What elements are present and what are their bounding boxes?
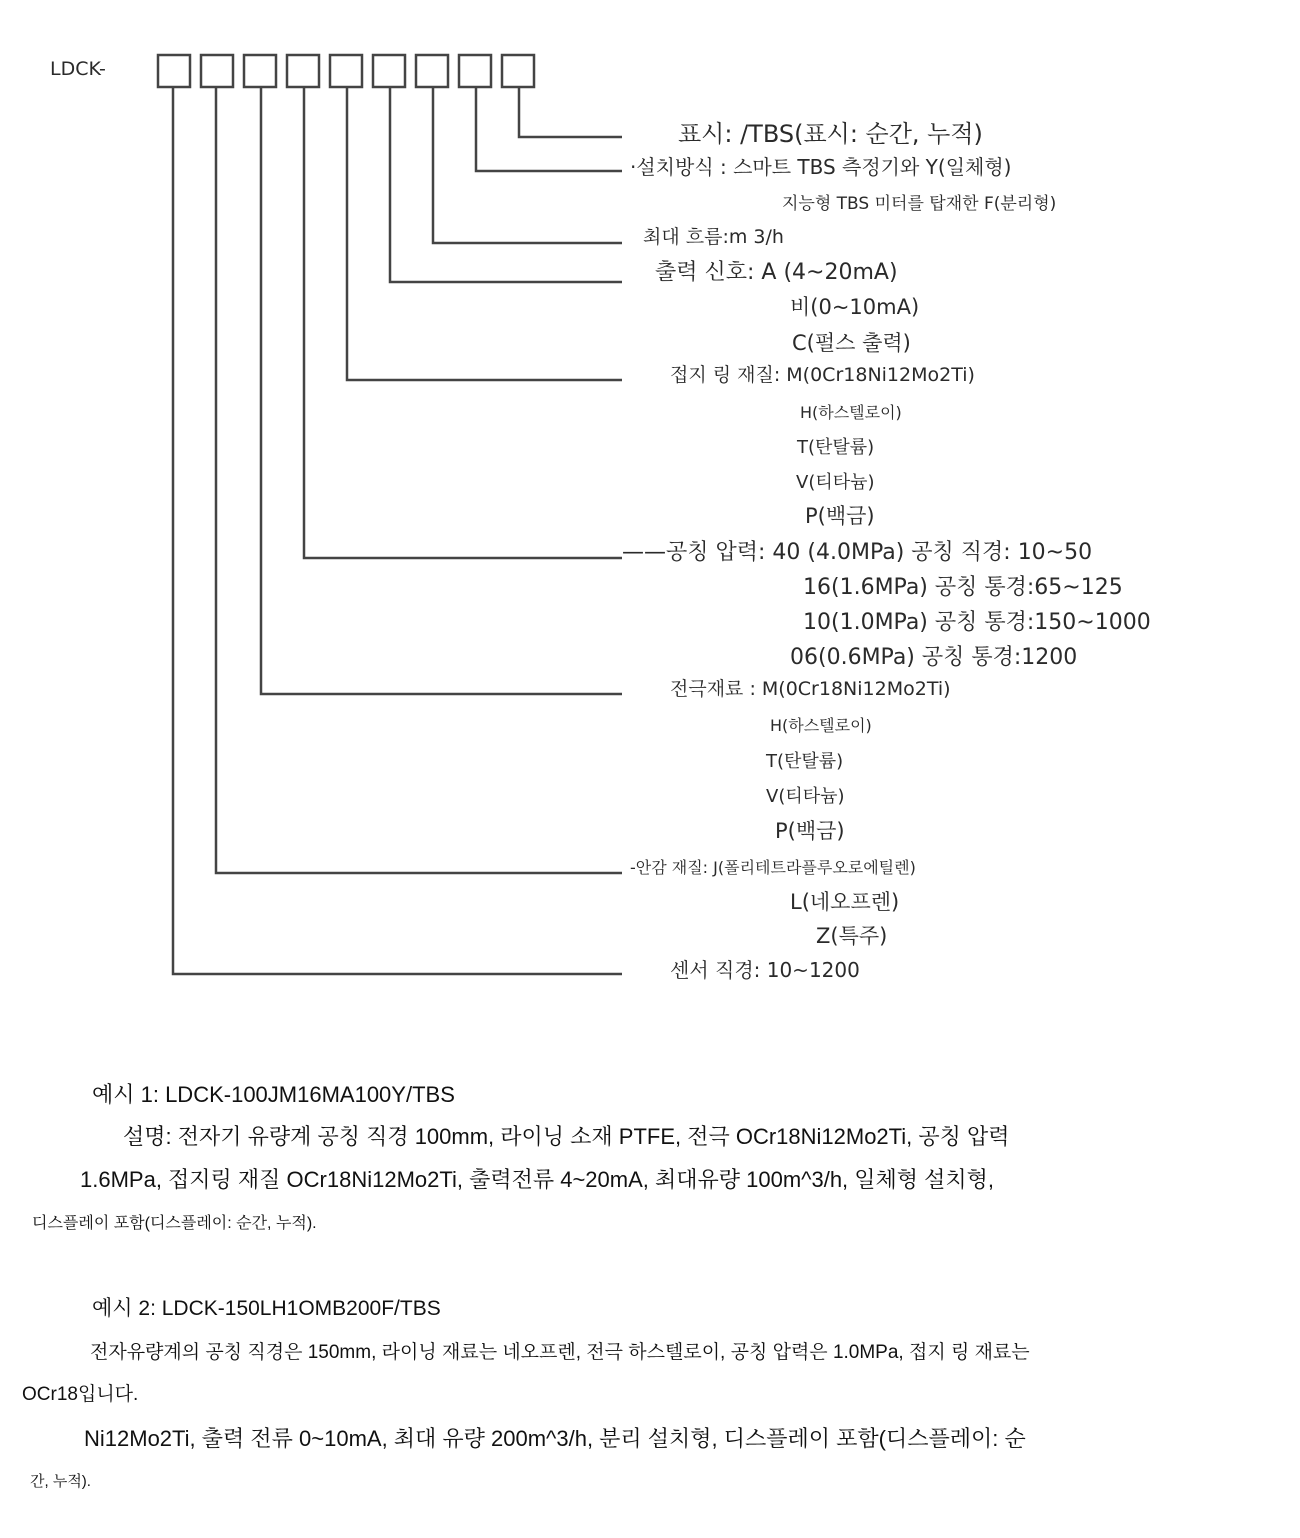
leader-ground-ring xyxy=(347,87,622,380)
code-box-9 xyxy=(502,55,534,87)
label-pressure-3: 10(1.0MPa) 공칭 통경:150~1000 xyxy=(803,610,1151,635)
label-install-2: 지능형 TBS 미터를 탑재한 F(분리형) xyxy=(782,194,1057,214)
example-1-line-2: 1.6MPa, 접지링 재질 OCr18Ni12Mo2Ti, 출력전류 4~20mA, 최대유량 100m^3/h, 일체형 설치형, xyxy=(80,1167,995,1192)
example-2-line-3: Ni12Mo2Ti, 출력 전류 0~10mA, 최대 유량 200m^3/h, 분리 설치형, 디스플레이 포함(디스플레이: 순 xyxy=(84,1426,1026,1451)
label-lining-1: -안감 재질: J(폴리테트라플루오로에틸렌) xyxy=(630,858,916,877)
example-1-line-1: 설명: 전자기 유량계 공칭 직경 100mm, 라이닝 소재 PTFE, 전극 OCr18Ni12Mo2Ti, 공칭 압력 xyxy=(123,1124,1010,1149)
leader-pressure xyxy=(304,87,622,558)
leader-output xyxy=(390,87,622,282)
label-electrode-1: 전극재료 : M(0Cr18Ni12Mo2Ti) xyxy=(670,678,951,700)
code-box-2 xyxy=(201,55,233,87)
label-install-1: ·설치방식 : 스마트 TBS 측정기와 Y(일체형) xyxy=(630,155,1012,179)
label-electrode-2: H(하스텔로이) xyxy=(770,716,872,735)
leader-display xyxy=(519,87,622,137)
example-2-line-4: 간, 누적). xyxy=(30,1473,91,1490)
label-ground-4: V(티타늄) xyxy=(796,472,875,493)
label-pressure-2: 16(1.6MPa) 공칭 통경:65~125 xyxy=(803,575,1123,600)
example-2-line-2: OCr18입니다. xyxy=(22,1384,139,1405)
leader-electrode xyxy=(261,87,622,694)
example-2-title: 예시 2: LDCK-150LH1OMB200F/TBS xyxy=(92,1297,441,1320)
label-pressure-4: 06(0.6MPa) 공칭 통경:1200 xyxy=(790,645,1078,670)
label-output-2: 비(0~10mA) xyxy=(790,295,920,319)
leader-install xyxy=(476,87,622,171)
example-1-line-3: 디스플레이 포함(디스플레이: 순간, 누적). xyxy=(32,1215,317,1232)
label-electrode-4: V(티타늄) xyxy=(766,786,845,807)
leader-max-flow xyxy=(433,87,622,243)
code-box-1 xyxy=(158,55,190,87)
model-prefix: LDCK- xyxy=(50,58,106,80)
label-ground-5: P(백금) xyxy=(805,504,875,528)
label-output-1: 출력 신호: A (4~20mA) xyxy=(655,260,898,285)
label-electrode-3: T(탄탈륨) xyxy=(766,751,844,772)
label-electrode-5: P(백금) xyxy=(775,819,845,843)
leader-lining xyxy=(216,87,622,873)
label-sensor: 센서 직경: 10~1200 xyxy=(670,958,860,982)
label-display: 표시: /TBS(표시: 순간, 누적) xyxy=(678,120,983,148)
code-box-5 xyxy=(330,55,362,87)
example-2-line-1: 전자유량계의 공칭 직경은 150mm, 라이닝 재료는 네오프렌, 전극 하스텔로이, 공칭 압력은 1.0MPa, 접지 링 재료는 xyxy=(90,1342,1030,1363)
label-ground-1: 접지 링 재질: M(0Cr18Ni12Mo2Ti) xyxy=(670,364,975,386)
label-ground-2: H(하스텔로이) xyxy=(800,403,902,422)
label-lining-3: Z(특주) xyxy=(816,924,888,948)
code-box-7 xyxy=(416,55,448,87)
label-ground-3: T(탄탈륨) xyxy=(797,437,875,458)
example-1-title: 예시 1: LDCK-100JM16MA100Y/TBS xyxy=(92,1082,455,1107)
label-pressure-1: ——공칭 압력: 40 (4.0MPa) 공칭 직경: 10~50 xyxy=(622,540,1093,565)
code-box-6 xyxy=(373,55,405,87)
label-max-flow: 최대 흐름:m 3/h xyxy=(643,226,784,248)
label-output-3: C(펄스 출력) xyxy=(792,331,911,355)
code-box-3 xyxy=(244,55,276,87)
leader-sensor xyxy=(173,87,622,974)
label-lining-2: L(네오프렌) xyxy=(790,890,900,914)
code-box-8 xyxy=(459,55,491,87)
code-box-4 xyxy=(287,55,319,87)
